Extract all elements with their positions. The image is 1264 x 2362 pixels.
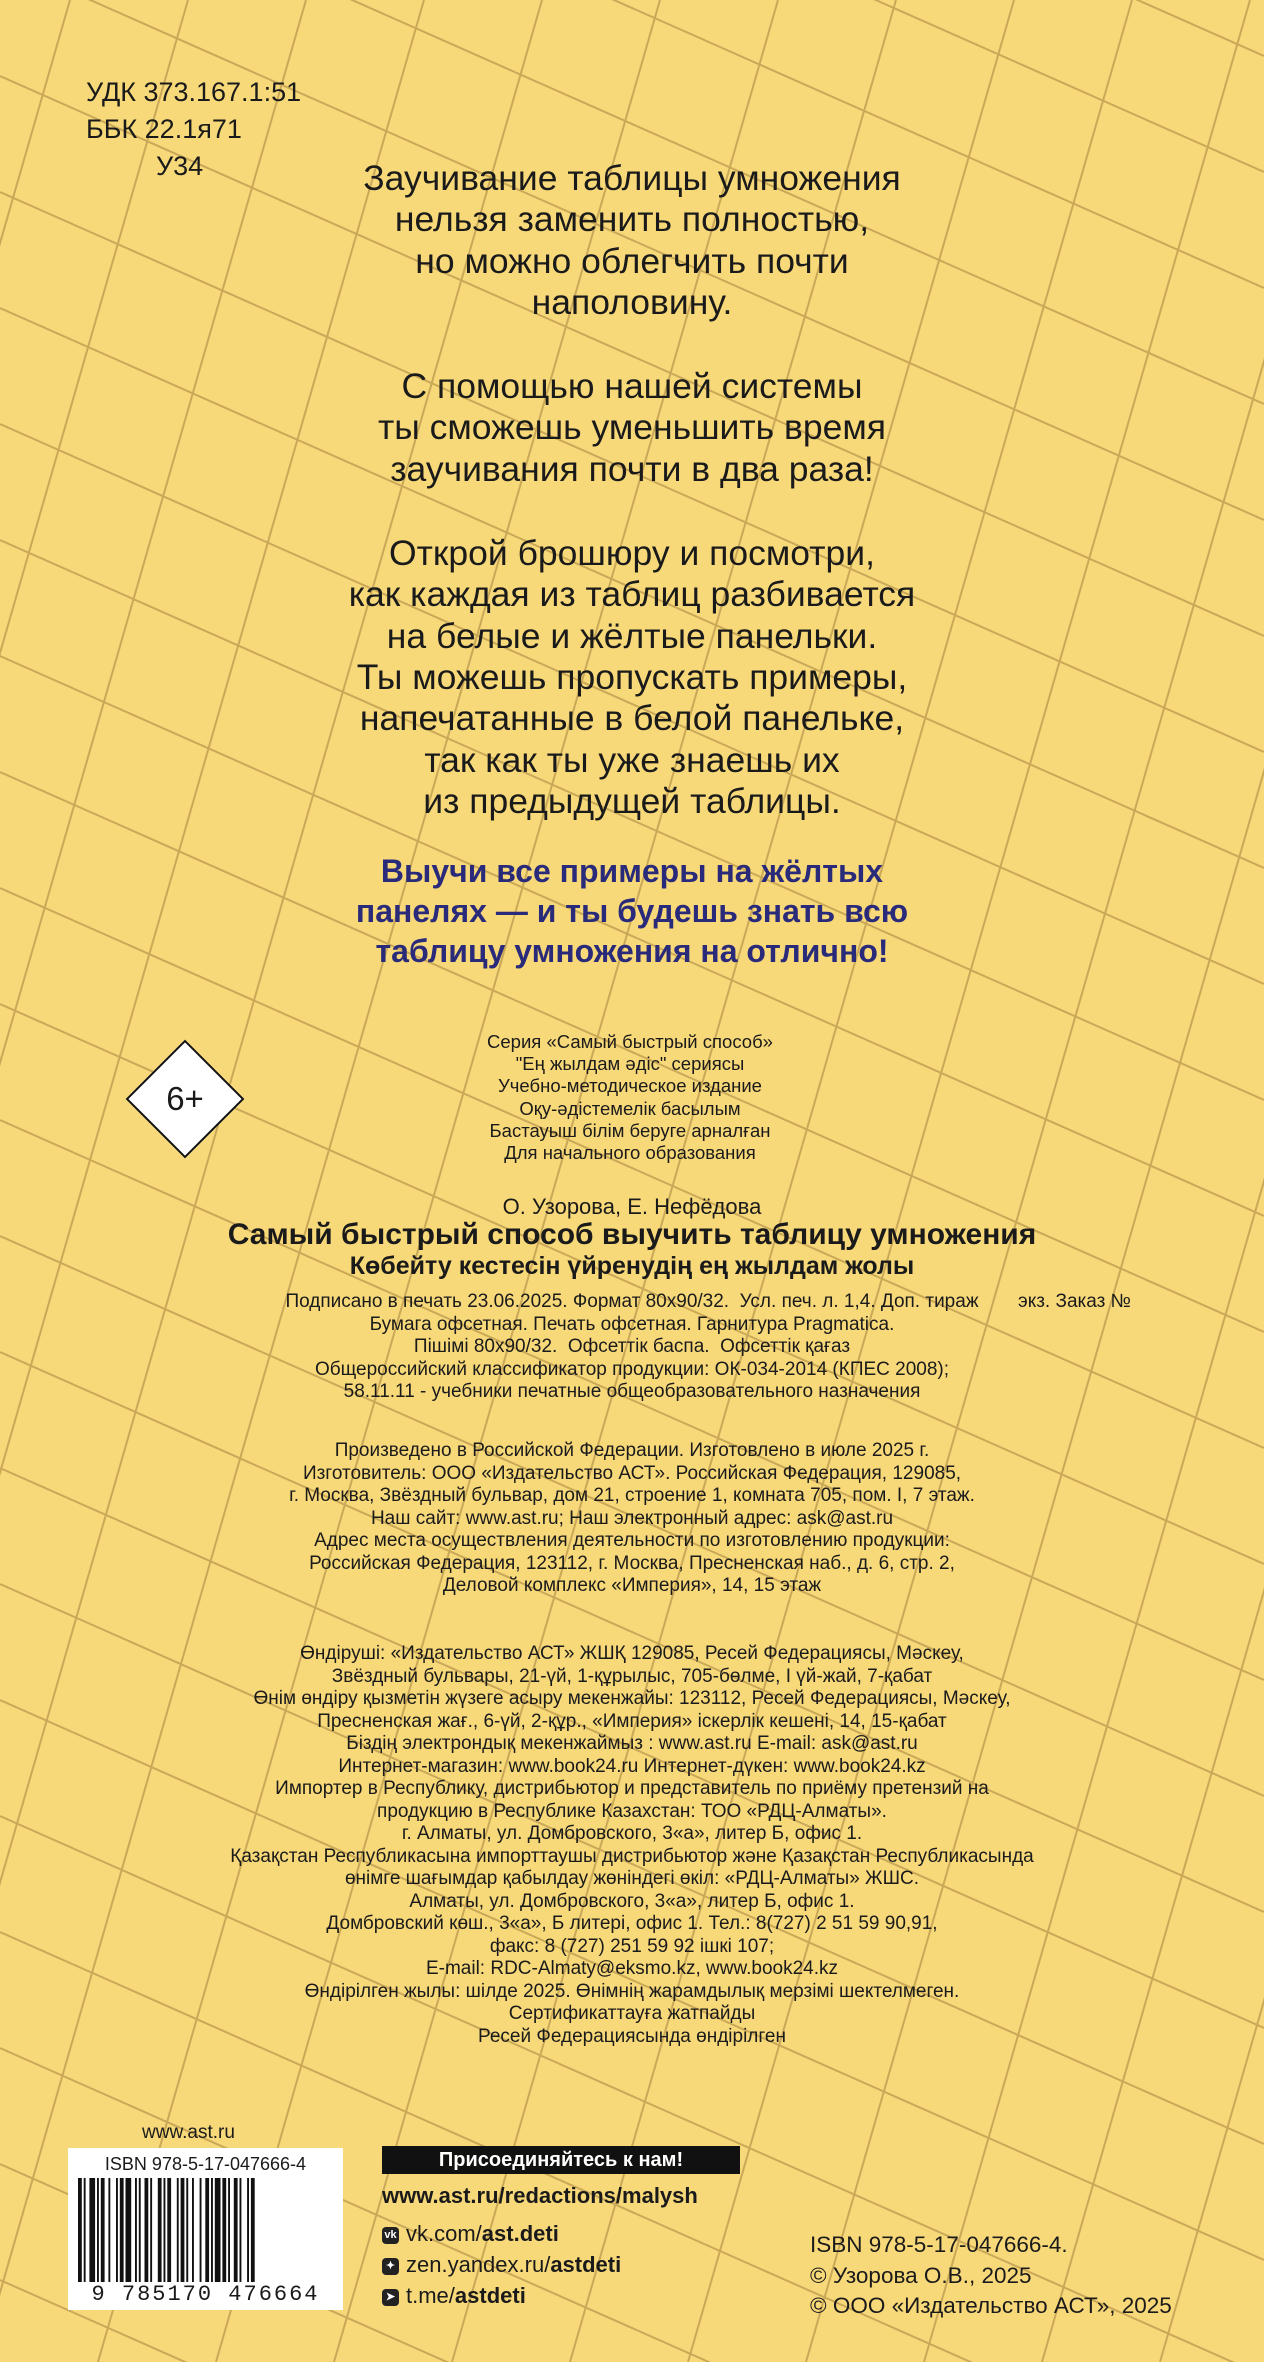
barcode-bar bbox=[126, 2178, 132, 2282]
series-line: Бастауыш білім беруге арналған bbox=[489, 1119, 771, 1141]
intro-line: так как ты уже знаешь их bbox=[424, 739, 840, 780]
barcode-bar bbox=[116, 2178, 118, 2282]
barcode-bar bbox=[78, 2178, 82, 2282]
kz-line: Қазақстан Республикасына импорттаушы дистрибьютор және Қазақстан Республикасында bbox=[230, 1845, 1034, 1867]
barcode-bar bbox=[97, 2178, 99, 2282]
barcode-digits: 9 785170 476664 bbox=[91, 2282, 320, 2307]
barcode-bar bbox=[164, 2178, 166, 2282]
intro-line: из предыдущей таблицы. bbox=[423, 780, 841, 821]
social-link-zen[interactable] bbox=[382, 2250, 621, 2280]
production-line: Произведено в Российской Федерации. Изготовлено в июле 2025 г. bbox=[334, 1440, 930, 1461]
social-handle: astdeti bbox=[550, 2252, 622, 2277]
book-title-kz: Көбейту кестесін үйренудің ең жылдам жолы bbox=[349, 1252, 915, 1280]
barcode-bar bbox=[251, 2178, 255, 2282]
kz-line: факс: 8 (727) 251 59 92 ішкі 107; bbox=[489, 1935, 775, 1957]
intro-line: но можно облегчить почти bbox=[415, 240, 849, 281]
kz-line: E-mail: RDC-Almaty@eksmo.kz, www.book24.kz bbox=[425, 1958, 839, 1979]
kz-line: Пресненская жағ., 6-үй, 2-құр., «Империя» іскерлік кешені, 14, 15-қабат bbox=[317, 1710, 947, 1732]
redaction-link[interactable]: www.ast.ru/redactions/malysh bbox=[382, 2183, 698, 2208]
highlight-text bbox=[0, 851, 1264, 971]
barcode-bar bbox=[108, 2178, 110, 2282]
author-mark: У34 bbox=[156, 151, 204, 181]
intro-line: напечатанные в белой панельке, bbox=[359, 698, 905, 739]
barcode-bar bbox=[101, 2178, 105, 2282]
udk-code: УДК 373.167.1:51 bbox=[86, 77, 302, 107]
print-line: Бумага офсетная. Печать офсетная. Гарнитура Pragmatica. bbox=[369, 1313, 895, 1335]
age-rating-label: 6+ bbox=[166, 1080, 204, 1117]
join-us-banner: Присоединяйтесь к нам! bbox=[382, 2146, 740, 2174]
highlight-line: таблицу умножения на отлично! bbox=[375, 933, 889, 969]
highlight-line: панелях — и ты будешь знать всю bbox=[355, 893, 909, 929]
barcode-bar bbox=[205, 2178, 209, 2282]
barcode-block bbox=[68, 2148, 343, 2310]
order-label: экз. Заказ № bbox=[1018, 1291, 1131, 1312]
barcode-bar bbox=[139, 2178, 141, 2282]
book-title-ru: Самый быстрый способ выучить таблицу умножения bbox=[227, 1218, 1037, 1251]
copyright-isbn: ISBN 978-5-17-047666-4. bbox=[810, 2232, 1068, 2257]
series-info bbox=[380, 1031, 880, 1164]
intro-line: нельзя заменить полностью, bbox=[394, 199, 870, 240]
kz-info bbox=[0, 1643, 1264, 2048]
production-line: г. Москва, Звёздный бульвар, дом 21, строение 1, комната 705, пом. I, 7 этаж. bbox=[289, 1485, 975, 1506]
zen-icon: ✦ bbox=[382, 2258, 399, 2275]
kz-line: Алматы, ул. Домбровского, 3«а», литер Б, офис 1. bbox=[409, 1890, 855, 1912]
barcode-bar bbox=[211, 2178, 213, 2282]
bbk-code: ББК 22.1я71 bbox=[86, 114, 242, 144]
barcode-bar bbox=[215, 2178, 221, 2282]
kz-line: Интернет-магазин: www.book24.ru Интернет-дүкен: www.book24.kz bbox=[338, 1755, 926, 1777]
barcode-bar bbox=[234, 2178, 238, 2282]
barcode-bar bbox=[158, 2178, 162, 2282]
production-info bbox=[0, 1440, 1264, 1598]
age-rating-badge bbox=[126, 1040, 244, 1158]
series-line: Оқу-әдістемелік басылым bbox=[519, 1097, 741, 1119]
vk-icon: vk bbox=[382, 2227, 399, 2244]
intro-line: С помощью нашей системы bbox=[401, 366, 863, 407]
copyright-publisher: © ООО «Издательство АСТ», 2025 bbox=[810, 2293, 1172, 2318]
barcode-bar bbox=[181, 2178, 185, 2282]
intro-line: на белые и жёлтые панельки. bbox=[386, 615, 878, 656]
barcode-bar bbox=[177, 2178, 179, 2282]
barcode-bar bbox=[228, 2178, 230, 2282]
kz-line: Импортер в Республику, дистрибьютор и представитель по приёму претензий на bbox=[275, 1778, 989, 1799]
barcode-bar bbox=[145, 2178, 149, 2282]
kz-line: Звёздный бульвары, 21-үй, 1-құрылыс, 705-бөлме, I үй-жай, 7-қабат bbox=[331, 1665, 933, 1687]
barcode-bar bbox=[150, 2178, 152, 2282]
intro-paragraph-3 bbox=[0, 533, 1264, 822]
kz-line: продукцию в Республике Казахстан: ТОО «РДЦ-Алматы». bbox=[377, 1800, 887, 1822]
series-line: "Ең жылдам әдіс" сериясы bbox=[515, 1053, 745, 1075]
copyright-author: © Узорова О.В., 2025 bbox=[810, 2262, 1032, 2288]
kz-line: Өндірілген жылы: шілде 2025. Өнімнің жарамдылық мерзімі шектелмеген. bbox=[304, 1980, 960, 2002]
kz-line: г. Алматы, ул. Домбровского, 3«а», литер Б, офис 1. bbox=[401, 1823, 863, 1844]
series-line: Серия «Самый быстрый способ» bbox=[487, 1031, 773, 1052]
social-link-vk[interactable] bbox=[382, 2219, 559, 2249]
authors: О. Узорова, Е. Нефёдова bbox=[502, 1194, 762, 1219]
publisher-site: www.ast.ru bbox=[142, 2122, 235, 2143]
barcode-bar bbox=[222, 2178, 226, 2282]
barcode-bar bbox=[192, 2178, 194, 2282]
social-handle: ast.deti bbox=[481, 2221, 559, 2246]
barcode-bar bbox=[89, 2178, 95, 2282]
barcode-bar bbox=[167, 2178, 171, 2282]
social-link-telegram[interactable] bbox=[382, 2281, 526, 2311]
barcode-bar bbox=[135, 2178, 137, 2282]
print-line: Подписано в печать 23.06.2025. Формат 80х90/32. Усл. печ. л. 1,4. Доп. тираж bbox=[285, 1291, 979, 1312]
production-line: Адрес места осуществления деятельности по изготовлению продукции: bbox=[314, 1530, 950, 1551]
production-line: Деловой комплекс «Империя», 14, 15 этаж bbox=[442, 1575, 822, 1596]
intro-line: ты сможешь уменьшить время bbox=[378, 407, 886, 448]
kz-line: Өнім өндіру қызметін жүзеге асыру мекенжайы: 123112, Ресей Федерациясы, Мәскеу, bbox=[253, 1688, 1011, 1709]
intro-paragraph-1 bbox=[0, 158, 1264, 323]
barcode-bar bbox=[120, 2178, 124, 2282]
kz-line: Біздің электрондық мекенжаймыз : www.ast.ru E-mail: ask@ast.ru bbox=[346, 1733, 918, 1754]
print-line: Пішімі 80х90/32. Офсеттік баспа. Офсеттік қағаз bbox=[413, 1336, 851, 1357]
telegram-icon: ➤ bbox=[382, 2289, 399, 2306]
social-prefix: zen.yandex.ru/ bbox=[406, 2252, 551, 2277]
barcode-bar bbox=[200, 2178, 202, 2282]
intro-line: Ты можешь пропускать примеры, bbox=[356, 656, 908, 697]
print-line: 58.11.11 - учебники печатные общеобразовательного назначения bbox=[343, 1381, 921, 1402]
production-line: Российская Федерация, 123112, г. Москва, Пресненская наб., д. 6, стр. 2, bbox=[309, 1552, 955, 1574]
series-line: Учебно-методическое издание bbox=[498, 1075, 762, 1097]
intro-line: Заучивание таблицы умножения bbox=[363, 158, 901, 198]
print-line: Общероссийский классификатор продукции: ОК-034-2014 (КПЕС 2008); bbox=[314, 1358, 950, 1380]
kz-line: Сертификаттауға жатпайды bbox=[508, 2003, 756, 2024]
barcode-bar bbox=[247, 2178, 249, 2282]
social-prefix: vk.com/ bbox=[406, 2221, 482, 2246]
barcode-bar bbox=[240, 2178, 242, 2282]
kz-line: өнімге шағымдар қабылдау жөніндегі өкіл: «РДЦ-Алматы» ЖШС. bbox=[344, 1868, 920, 1889]
series-line: Для начального образования bbox=[504, 1141, 756, 1163]
barcode-isbn: ISBN 978-5-17-047666-4 bbox=[104, 2154, 307, 2174]
barcode-bar bbox=[186, 2178, 188, 2282]
kz-line: Өндіруші: «Издательство АСТ» ЖШҚ 129085, Ресей Федерациясы, Мәскеу, bbox=[300, 1643, 964, 1664]
intro-text bbox=[0, 158, 1264, 822]
production-line: Изготовитель: ООО «Издательство АСТ». Российская Федерация, 129085, bbox=[302, 1462, 962, 1484]
kz-line: Домбровский көш., 3«а», Б литері, офис 1. Тел.: 8(727) 2 51 59 90,91, bbox=[326, 1913, 938, 1934]
copyright-block bbox=[810, 2230, 1172, 2322]
production-line: Наш сайт: www.ast.ru; Наш электронный адрес: ask@ast.ru bbox=[370, 1507, 894, 1529]
social-handle: astdeti bbox=[454, 2283, 526, 2308]
barcode-bar bbox=[84, 2178, 86, 2282]
kz-line: Ресей Федерациясында өндірілген bbox=[478, 2025, 786, 2047]
intro-line: как каждая из таблиц разбивается bbox=[348, 574, 916, 615]
intro-line: Открой брошюру и посмотри, bbox=[389, 533, 875, 574]
social-prefix: t.me/ bbox=[406, 2283, 455, 2308]
intro-paragraph-2 bbox=[0, 366, 1264, 490]
intro-line: наполовину. bbox=[531, 281, 733, 322]
intro-line: заучивания почти в два раза! bbox=[390, 448, 874, 489]
highlight-line: Выучи все примеры на жёлтых bbox=[380, 853, 884, 889]
barcode-bars bbox=[76, 2178, 335, 2282]
